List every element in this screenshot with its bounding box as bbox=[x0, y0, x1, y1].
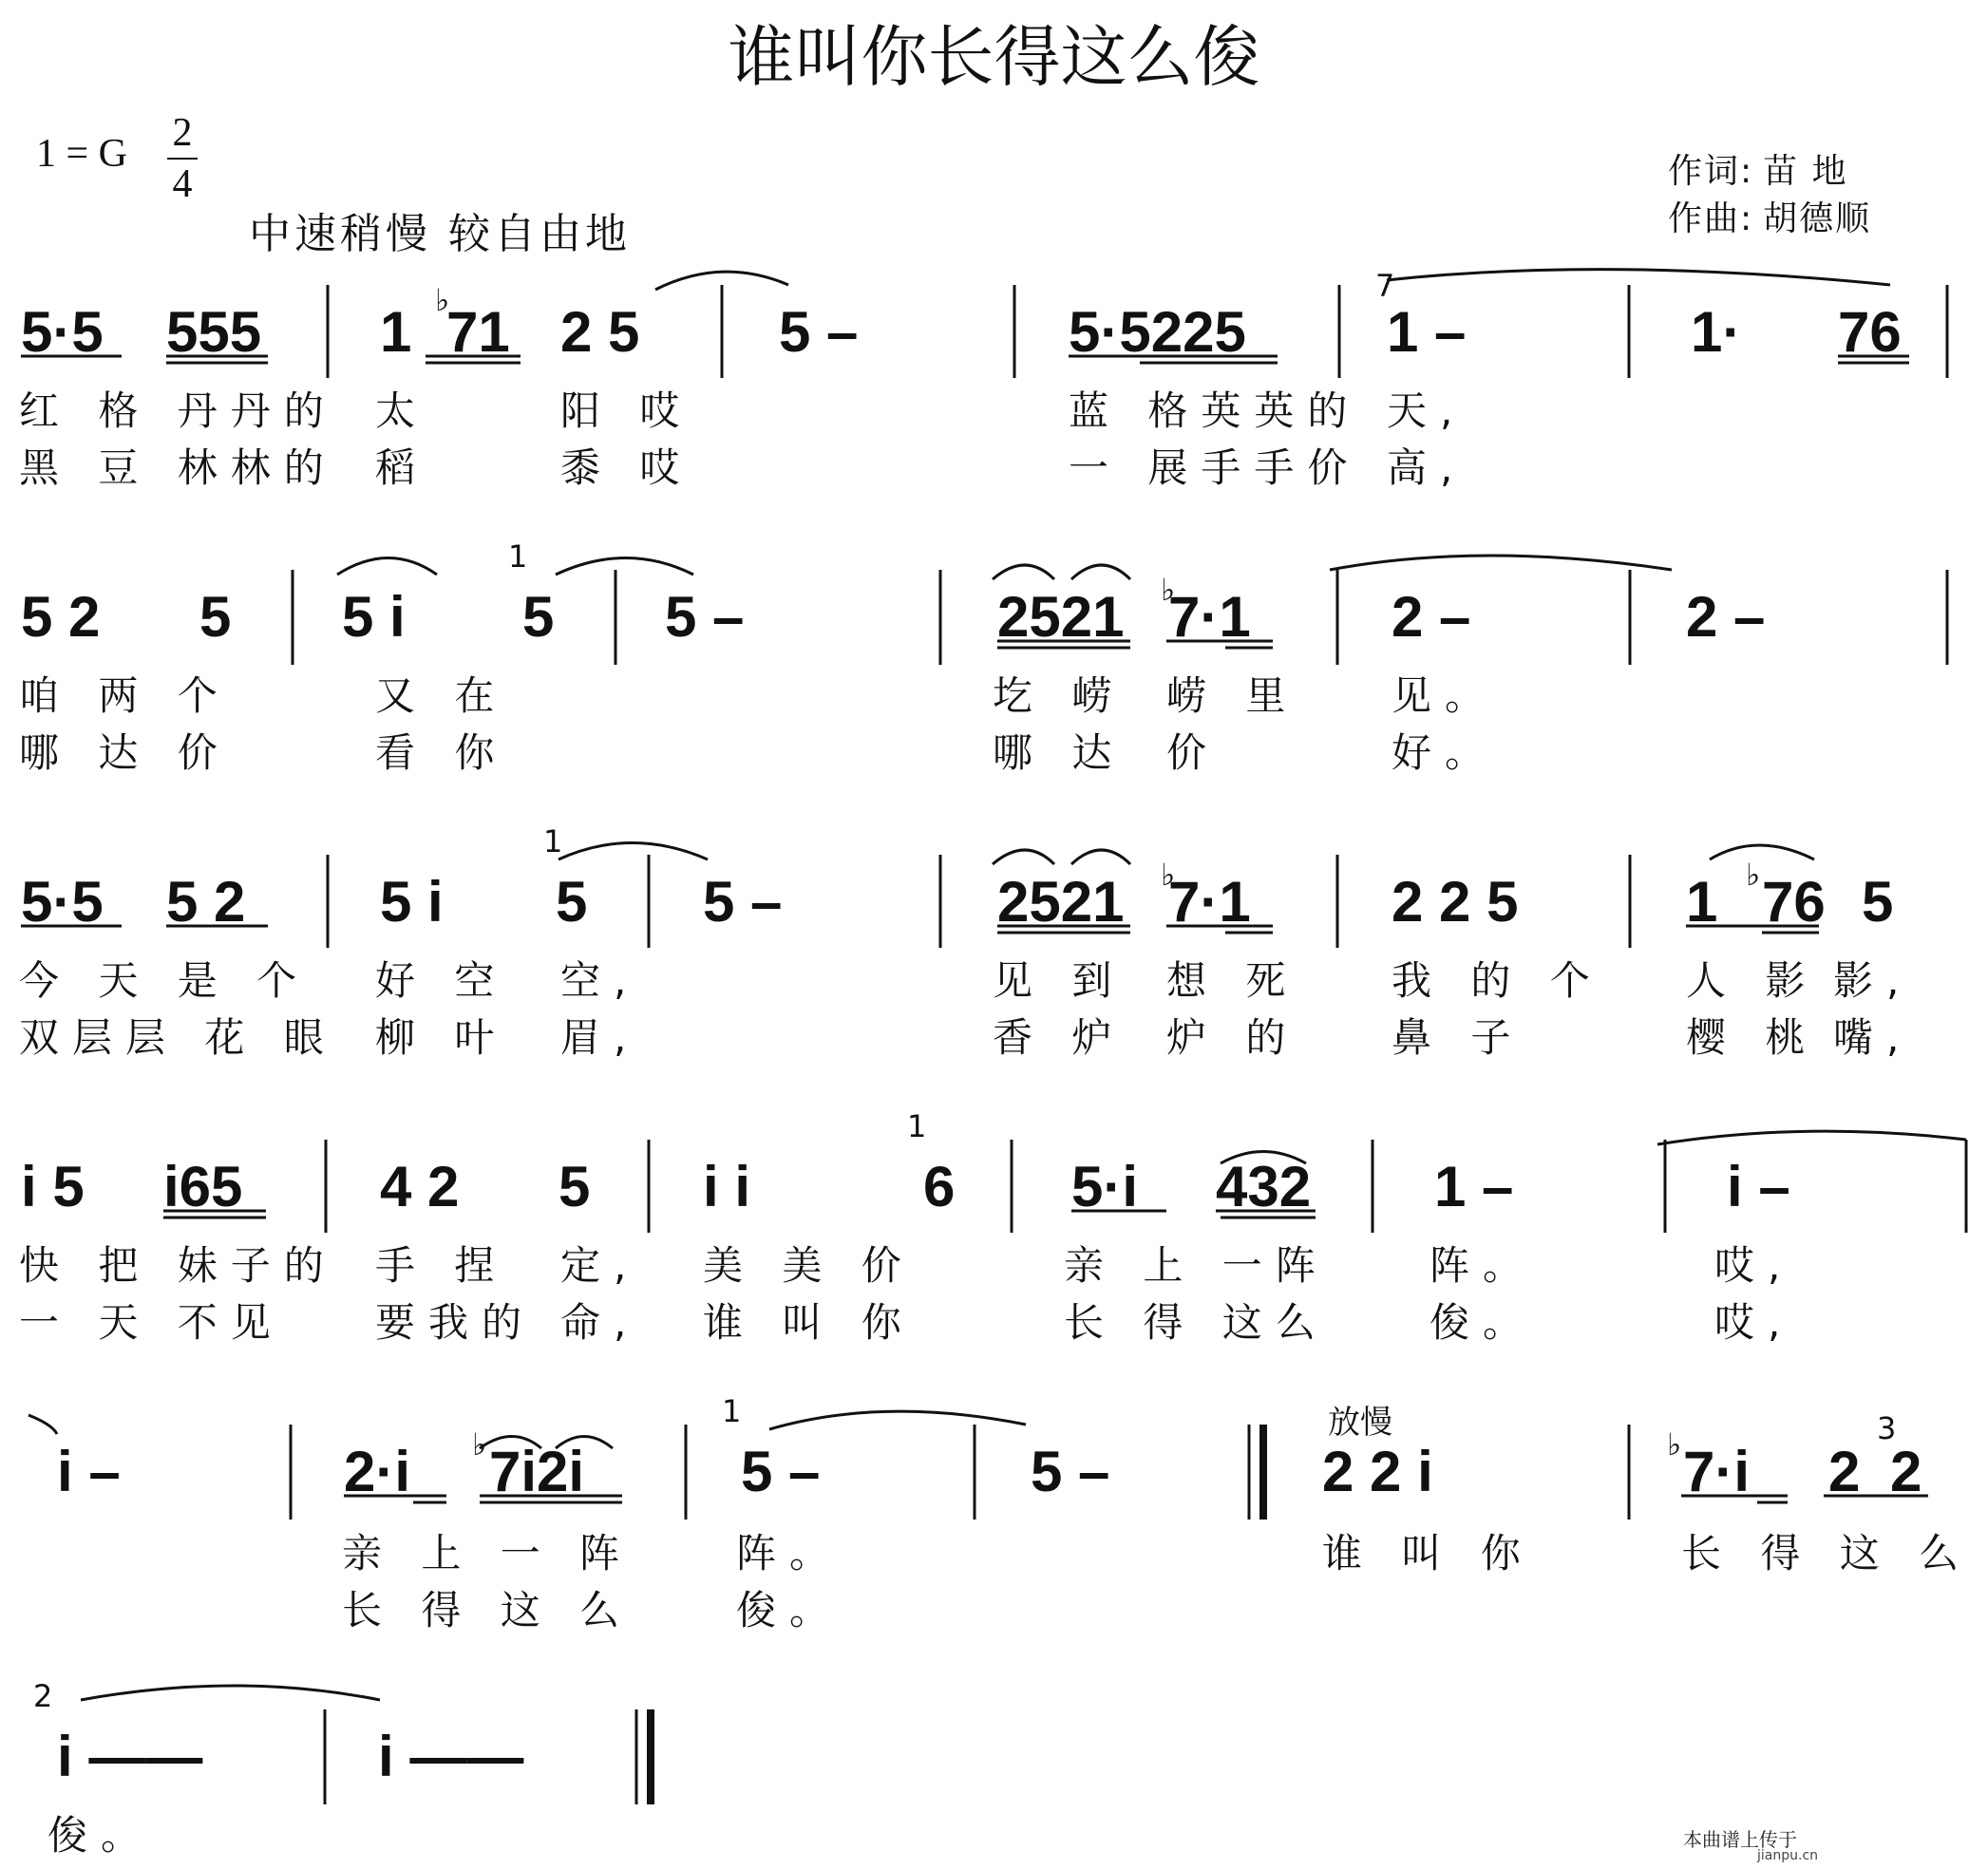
flat-mark: ♭ bbox=[1161, 857, 1176, 893]
note-group: 2·i bbox=[344, 1440, 411, 1503]
lyric-line-1: 阵。 bbox=[736, 1530, 843, 1576]
time-signature-denominator: 4 bbox=[172, 162, 193, 206]
grace-note-mark: 7 bbox=[1375, 268, 1395, 304]
note-group: i —— bbox=[57, 1725, 203, 1788]
tempo-marking: 中速稍慢 较自由地 bbox=[249, 210, 631, 258]
lyric-line-2: 要我的 bbox=[375, 1299, 536, 1346]
lyric-line-1: 亲 上 一 阵 bbox=[342, 1530, 634, 1576]
lyric-line-1: 咱 两 个 bbox=[19, 672, 231, 719]
lyric-line-2: 俊。 bbox=[736, 1587, 843, 1633]
note-group: 5·5 bbox=[21, 300, 104, 364]
note-group: 2521 bbox=[997, 870, 1125, 934]
lyric-line-1: 阳 哎 bbox=[560, 387, 693, 434]
lyric-line-1: 蓝 格英英的 bbox=[1069, 387, 1361, 434]
flat-mark: ♭ bbox=[1746, 857, 1761, 893]
lyric-line-1: 空, bbox=[560, 957, 640, 1004]
note-group: 71 bbox=[446, 300, 510, 364]
note-group: 5 – bbox=[1031, 1440, 1110, 1503]
lyric-line-1: 美 美 价 bbox=[703, 1242, 915, 1289]
lyric-line-2: 柳 叶 bbox=[375, 1014, 508, 1061]
time-signature-numerator: 2 bbox=[172, 111, 193, 155]
grace-note-mark: 1 bbox=[722, 1393, 742, 1429]
credit-value: 苗 地 bbox=[1763, 152, 1848, 191]
lyric-line-1: 见 到 bbox=[993, 957, 1126, 1004]
note-group: 2 bbox=[1890, 1440, 1922, 1503]
note-group: i —— bbox=[378, 1725, 524, 1788]
lyric-line-1: 谁 叫 你 bbox=[1322, 1530, 1534, 1576]
note-group: 1 bbox=[1686, 870, 1718, 934]
lyric-line-2: 看 你 bbox=[375, 729, 508, 776]
note-group: 5 – bbox=[741, 1440, 821, 1503]
flat-mark: ♭ bbox=[1161, 572, 1176, 608]
lyric-line-1: 好 空 bbox=[375, 957, 508, 1004]
lyric-line-2: 炉 的 bbox=[1166, 1014, 1299, 1061]
note-group: 2 bbox=[1828, 1440, 1861, 1503]
note-group: 76 bbox=[1762, 870, 1826, 934]
lyric-line-2: 命, bbox=[560, 1299, 640, 1346]
note-group: 4 2 bbox=[380, 1155, 460, 1218]
note-group: 5·i bbox=[1071, 1155, 1139, 1218]
note-group: 5 – bbox=[703, 870, 783, 934]
lyric-line-1: 长 得 这 么 bbox=[1681, 1530, 1973, 1576]
note-group: 2 – bbox=[1392, 585, 1471, 649]
credit-value: 胡德顺 bbox=[1763, 199, 1872, 238]
note-group: 555 bbox=[166, 300, 262, 364]
lyric-line-1: 定, bbox=[560, 1242, 640, 1289]
lyric-line-2: 黍 哎 bbox=[560, 444, 693, 491]
lyric-line-1: 太 bbox=[375, 387, 429, 434]
note-group: 1 bbox=[380, 300, 412, 364]
note-group: 5 bbox=[1862, 870, 1894, 934]
lyric-line-1: 又 在 bbox=[375, 672, 508, 719]
note-group: 5 bbox=[556, 870, 588, 934]
lyric-line-2: 哎, bbox=[1714, 1299, 1794, 1346]
lyric-line-1: 手 捏 bbox=[375, 1242, 508, 1289]
note-group: 1· bbox=[1691, 300, 1742, 364]
note-group: 5 2 bbox=[21, 585, 101, 649]
grace-note-mark: 3 bbox=[1877, 1410, 1897, 1446]
lyric-line-1: 阵。 bbox=[1429, 1242, 1537, 1289]
note-group: i i bbox=[703, 1155, 751, 1218]
song-title: 谁叫你长得这么俊 bbox=[728, 18, 1260, 96]
lyric-line-2: 鼻 子 bbox=[1392, 1014, 1524, 1061]
lyric-line-2: 长 得 这么 bbox=[1064, 1299, 1329, 1346]
lyric-line-1: 哎, bbox=[1714, 1242, 1794, 1289]
lyric-line-2: 一 展手手价 bbox=[1069, 444, 1361, 491]
grace-note-mark: 1 bbox=[508, 538, 528, 575]
lyric-line-1: 俊。 bbox=[47, 1812, 155, 1859]
note-group: 5·5 bbox=[21, 870, 104, 934]
lyric-line-1: 人 影 bbox=[1686, 957, 1819, 1004]
lyric-line-2: 双层层 花 眼 bbox=[19, 1014, 337, 1061]
note-group: 5 i bbox=[342, 585, 406, 649]
note-group: 1 – bbox=[1387, 300, 1467, 364]
note-group: 6 bbox=[923, 1155, 956, 1218]
note-group: 7i2i bbox=[489, 1440, 585, 1503]
flat-mark: ♭ bbox=[1667, 1426, 1682, 1463]
note-group: 5 bbox=[199, 585, 232, 649]
lyric-line-1: 亲 上 一阵 bbox=[1064, 1242, 1329, 1289]
note-group: 5 2 bbox=[166, 870, 246, 934]
note-group: i65 bbox=[163, 1155, 243, 1218]
ritardando-direction: 放慢 bbox=[1328, 1404, 1392, 1442]
credit-label: 作曲: bbox=[1668, 199, 1754, 238]
grace-note-mark: 1 bbox=[907, 1108, 927, 1144]
flat-mark: ♭ bbox=[472, 1426, 487, 1463]
lyric-line-1: 圪 崂 bbox=[993, 672, 1126, 719]
lyric-line-2: 哪 达 bbox=[993, 729, 1126, 776]
lyric-line-2: 稻 bbox=[375, 444, 429, 491]
site-watermark: jianpu.cn bbox=[1757, 1848, 1819, 1863]
lyric-line-1: 崂 里 bbox=[1166, 672, 1299, 719]
note-group: 7·1 bbox=[1168, 585, 1251, 649]
note-group: 7·1 bbox=[1168, 870, 1251, 934]
note-group: 5 – bbox=[665, 585, 745, 649]
note-group: 5 – bbox=[779, 300, 859, 364]
note-group: 1 – bbox=[1434, 1155, 1514, 1218]
note-group: 5 bbox=[559, 1155, 591, 1218]
note-group: i 5 bbox=[21, 1155, 85, 1218]
lyric-line-1: 想 死 bbox=[1166, 957, 1299, 1004]
credit-label: 作词: bbox=[1668, 152, 1754, 191]
lyric-line-1: 影, bbox=[1833, 957, 1913, 1004]
lyric-line-2: 价 bbox=[1166, 729, 1221, 776]
note-group: 432 bbox=[1216, 1155, 1312, 1218]
lyric-line-2: 俊。 bbox=[1429, 1299, 1537, 1346]
lyric-line-2: 高, bbox=[1387, 444, 1467, 491]
note-group: 5 bbox=[522, 585, 555, 649]
lyric-line-2: 黑 豆 林林的 bbox=[19, 444, 337, 491]
note-group: 5·5225 bbox=[1069, 300, 1246, 364]
lyric-line-2: 谁 叫 你 bbox=[703, 1299, 915, 1346]
lyric-line-2: 香 炉 bbox=[993, 1014, 1126, 1061]
grace-note-mark: 1 bbox=[543, 823, 563, 859]
lyric-line-2: 长 得 这 么 bbox=[342, 1587, 634, 1633]
note-group: 2 – bbox=[1686, 585, 1766, 649]
lyric-line-2: 嘴, bbox=[1833, 1014, 1913, 1061]
lyric-line-2: 哪 达 价 bbox=[19, 729, 231, 776]
lyric-line-2: 好。 bbox=[1392, 729, 1499, 776]
note-group: 2521 bbox=[997, 585, 1125, 649]
note-group: 2 5 bbox=[560, 300, 640, 364]
note-group: 5 i bbox=[380, 870, 444, 934]
lyric-line-2: 一 天 不见 bbox=[19, 1299, 284, 1346]
lyric-line-1: 快 把 妹子的 bbox=[19, 1242, 337, 1289]
grace-note-mark: 2 bbox=[33, 1678, 53, 1714]
flat-mark: ♭ bbox=[435, 282, 450, 318]
upload-notice: 本曲谱上传于 bbox=[1683, 1828, 1797, 1851]
lyric-line-1: 天, bbox=[1387, 387, 1467, 434]
lyric-line-2: 樱 桃 bbox=[1686, 1014, 1819, 1061]
note-group: 2 2 i bbox=[1322, 1440, 1433, 1503]
note-group: 7·i bbox=[1683, 1440, 1751, 1503]
lyric-line-2: 眉, bbox=[560, 1014, 640, 1061]
lyric-line-1: 红 格 丹丹的 bbox=[19, 387, 337, 434]
note-group: i – bbox=[1727, 1155, 1790, 1218]
note-group: 76 bbox=[1838, 300, 1902, 364]
lyric-line-1: 见。 bbox=[1392, 672, 1499, 719]
note-group: 2 2 5 bbox=[1392, 870, 1519, 934]
lyric-line-1: 今 天 是 个 bbox=[19, 957, 311, 1004]
key-signature: 1 = G bbox=[36, 132, 128, 176]
note-group: i – bbox=[57, 1440, 121, 1503]
lyric-line-1: 我 的 个 bbox=[1392, 957, 1603, 1004]
